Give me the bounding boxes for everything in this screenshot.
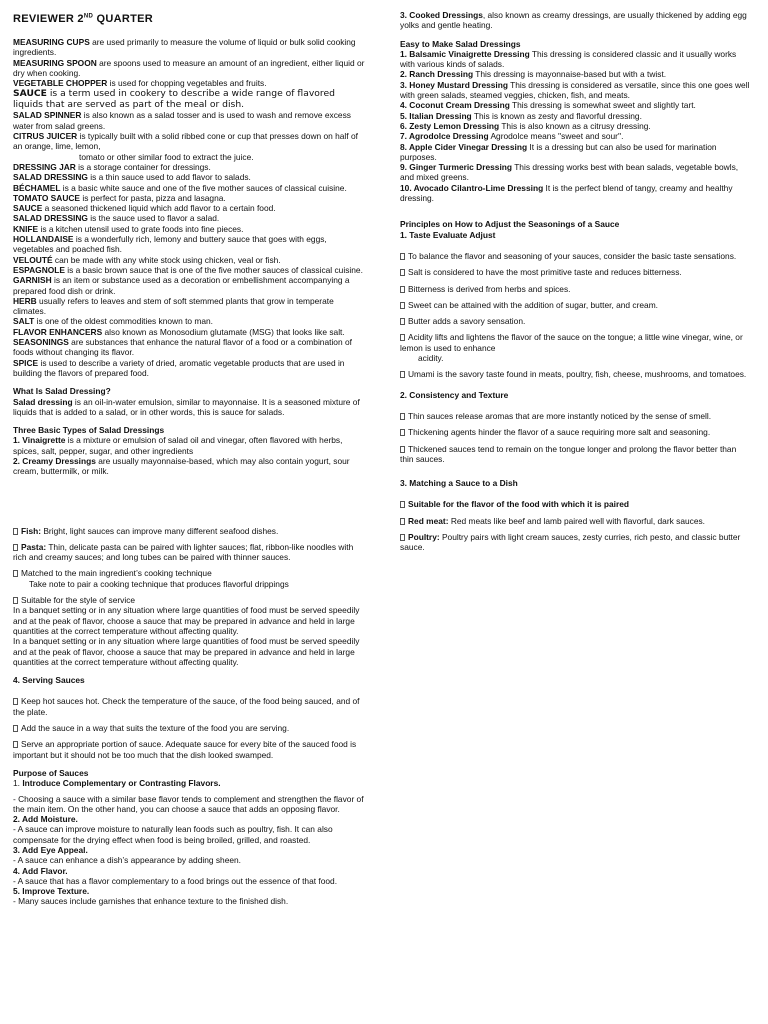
glossary-definition: is an item or substance used as a decoration or embellishment accompanying a prepared food dish or drink.	[13, 275, 350, 296]
taste-heading: 1. Taste Evaluate Adjust	[400, 229, 496, 240]
easy-item	[400, 121, 750, 131]
glossary-term: ESPAGNOLE	[13, 264, 65, 275]
glossary-entry	[13, 316, 365, 326]
glossary-definition: a seasoned thickened liquid which add flavor to a certain food.	[42, 203, 276, 214]
type-item	[13, 435, 365, 456]
glossary-definition: are used primarily to measure the volume of liquid or bulk solid cooking ingredients.	[13, 37, 356, 58]
type-term: 3. Cooked Dressings	[400, 10, 483, 20]
bullet-box-icon	[400, 518, 405, 525]
glossary-definition: also known as Monosodium glutamate (MSG) that looks like salt.	[102, 326, 345, 337]
acidity-tail: acidity.	[418, 353, 444, 364]
bullet-text: Acidity lifts and lightens the flavor of the sauce on the tongue; a little wine vinegar, wine, or lemon is used to enhance	[400, 332, 743, 353]
easy-def: This is known as zesty and flavorful dressing.	[471, 110, 642, 121]
bullet-fish	[13, 526, 365, 536]
purpose-title	[13, 886, 365, 896]
glossary-entry	[13, 152, 365, 162]
glossary-term: SAUCE	[13, 88, 47, 100]
purpose-title	[13, 814, 365, 824]
banquet-paragraph: In a banquet setting or in any situation where large quantities of food must be served speedily and at the peak of flavor, choose a sauce that may be prepared in advance and held in large quantities at the correct temperature without affecting quality.	[13, 605, 360, 636]
purpose-title-text: 5. Improve Texture.	[13, 886, 90, 897]
bullet-text: Suitable for the style of service	[21, 595, 136, 606]
title-superscript: ND	[83, 13, 94, 20]
purpose-title-text: 3. Add Eye Appeal.	[13, 845, 88, 855]
purpose-body: - Choosing a sauce with a similar base flavor tends to complement and strengthen the flavor of the main item. On the other hand, you can choose a sauce that adds an opposing flavor.	[13, 793, 364, 814]
bullet-text: Thickening agents hinder the flavor of a sauce requiring more salt and seasoning.	[408, 427, 711, 438]
glossary-definition: is a wonderfully rich, lemony and buttery sauce that goes with eggs, vegetables and poached fish.	[13, 234, 327, 255]
easy-term: 3. Honey Mustard Dressing	[400, 79, 508, 90]
page-title	[13, 12, 365, 26]
type-def: is a mixture or emulsion of salad oil and vinegar, often flavored with herbs, spices, salt, pepper, sugar, and other ingredients	[13, 435, 343, 456]
glossary-definition: are spoons used to measure an amount of an ingredient, either liquid or dry when cooking.	[13, 57, 365, 78]
glossary-definition: tomato or other similar food to extract the juice.	[79, 151, 254, 162]
bullet-box-icon	[13, 597, 18, 604]
glossary-term: FLAVOR ENHANCERS	[13, 326, 103, 337]
bullet-text: Umami is the savory taste found in meats, poultry, fish, cheese, mushrooms, and tomatoes.	[408, 369, 747, 380]
easy-term: 5. Italian Dressing	[400, 110, 472, 121]
right-column	[400, 10, 750, 553]
glossary-term: KNIFE	[13, 223, 39, 234]
glossary-entry	[13, 337, 365, 358]
glossary-term: DRESSING JAR	[13, 161, 76, 172]
glossary-entry	[13, 37, 365, 58]
serving-bullet	[13, 723, 365, 733]
cooked-dressings	[400, 10, 750, 31]
glossary-term: SAUCE	[13, 203, 43, 214]
salad-heading: What Is Salad Dressing?	[13, 386, 111, 397]
consistency-heading: 2. Consistency and Texture	[400, 389, 509, 400]
glossary-term: SALAD DRESSING	[13, 172, 88, 183]
glossary-term: BÉCHAMEL	[13, 182, 61, 193]
purpose-body: - A sauce that has a flavor complementary to a food brings out the essence of that food.	[13, 875, 338, 886]
glossary-entry	[13, 183, 365, 193]
glossary-entry	[13, 131, 365, 152]
bullet-box-icon	[400, 334, 405, 341]
bullet-box-icon	[13, 570, 18, 577]
type-term: 1. Vinaigrette	[13, 435, 66, 446]
glossary-definition: is a thin sauce used to add flavor to salads.	[87, 172, 251, 183]
easy-item	[400, 49, 750, 70]
serving-bullet	[13, 696, 365, 717]
matching-sub	[400, 499, 750, 509]
bullet-text: Serve an appropriate portion of sauce. Adequate sauce for every bite of the sauced food is important but it should not be too much that the dish looked swamped.	[13, 739, 357, 760]
glossary-definition: is used for chopping vegetables and fruits.	[107, 78, 267, 89]
glossary-definition: usually refers to leaves and stem of soft stemmed plants that grow in temperate climates.	[13, 295, 334, 317]
taste-bullet	[400, 316, 750, 326]
glossary-entry	[13, 110, 365, 131]
easy-term: 4. Coconut Cream Dressing	[400, 100, 510, 111]
glossary-term: VEGETABLE CHOPPER	[13, 78, 108, 89]
glossary-term: MEASURING SPOON	[13, 57, 97, 68]
bullet-text: Thin sauces release aromas that are more instantly noticed by the sense of smell.	[408, 410, 712, 421]
easy-def: This dressing is somewhat sweet and slightly tart.	[509, 100, 696, 111]
glossary-definition: is perfect for pasta, pizza and lasagna.	[80, 192, 226, 203]
types-heading: Three Basic Types of Salad Dressings	[13, 425, 165, 436]
bullet-text: Suitable for the flavor of the food with which it is paired	[408, 499, 630, 510]
bullet-text: Thin, delicate pasta can be paired with lighter sauces; flat, ribbon-like noodles with rich and creamy sauces; and long tubes can be paired with thinner sauces.	[13, 541, 354, 563]
glossary-definition: is typically built with a solid ribbed cone or cup that presses down on half of an orange, lime, lemon,	[13, 131, 358, 152]
easy-term: 7. Agrodolce Dressing	[400, 131, 489, 142]
bullet-poultry	[400, 532, 750, 553]
consistency-bullet	[400, 427, 750, 437]
easy-item	[400, 69, 750, 79]
easy-def: It is the perfect blend of tangy, creamy and healthy dressing.	[400, 182, 733, 204]
glossary-definition: is also known as a salad tosser and is used to wash and remove excess water from salad greens.	[13, 110, 351, 131]
bullet-box-icon	[13, 741, 18, 748]
purpose-title-text: 2. Add Moisture.	[13, 814, 78, 825]
consistency-bullet	[400, 411, 750, 421]
type-item	[13, 456, 365, 477]
easy-item	[400, 131, 750, 141]
bullet-pasta	[13, 542, 365, 563]
easy-item	[400, 142, 750, 163]
glossary-entry	[13, 162, 365, 172]
banquet-paragraph: In a banquet setting or in any situation where large quantities of food must be served speedily and at the peak of flavor, choose a sauce that may be prepared in advance and held in large quantities at the correct temperature without affecting quality.	[13, 636, 360, 667]
taste-bullet	[400, 284, 750, 294]
purpose-title: Introduce Complementary or Contrasting Flavors.	[22, 778, 221, 789]
easy-item	[400, 162, 750, 183]
glossary-entry	[13, 265, 365, 275]
glossary-entry	[13, 213, 365, 223]
serving-heading: 4. Serving Sauces	[13, 675, 85, 686]
consistency-bullet	[400, 444, 750, 465]
type-def: are usually mayonnaise-based, which may also contain yogurt, sour cream, buttermilk, or milk.	[13, 455, 350, 477]
easy-item	[400, 100, 750, 110]
bullet-text: Salt is considered to have the most primitive taste and reduces bitterness.	[408, 267, 682, 278]
title-text: REVIEWER 2	[13, 13, 84, 25]
glossary-entry	[13, 172, 365, 182]
salad-def: is an oil-in-water emulsion, similar to mayonnaise. It is a seasoned mixture of liquids that is added to a salad, or in other words, this is sauce for salads.	[13, 396, 360, 417]
glossary-term: SPICE	[13, 357, 39, 368]
bullet-text: Poultry pairs with light cream sauces, zesty curries, rich pesto, and classic butter sauce.	[400, 531, 741, 553]
salad-term: Salad dressing	[13, 396, 73, 407]
bullet-box-icon	[400, 318, 405, 325]
bullet-term: Red meat:	[408, 515, 449, 526]
type-term: 2. Creamy Dressings	[13, 455, 96, 466]
easy-term: 9. Ginger Turmeric Dressing	[400, 162, 513, 173]
bullet-text: Keep hot sauces hot. Check the temperature of the sauce, of the food being sauced, and of the plate.	[13, 696, 360, 717]
glossary-definition: is the sauce used to flavor a salad.	[87, 213, 220, 224]
bullet-box-icon	[400, 534, 405, 541]
glossary-entry	[13, 255, 365, 265]
easy-def: It is a dressing but can also be used for marination purposes.	[400, 141, 717, 162]
bullet-text: Matched to the main ingredient’s cooking technique	[21, 568, 212, 579]
purpose-heading: Purpose of Sauces	[13, 767, 89, 778]
taste-bullet	[400, 267, 750, 277]
bullet-red-meat	[400, 516, 750, 526]
glossary-term: SALT	[13, 316, 35, 327]
purpose-body: - A sauce can improve moisture to naturally lean foods such as poultry, fish. It can also compensate for the drying effect when food is being broiled, grilled, and roasted.	[13, 824, 333, 845]
serving-bullet	[13, 739, 365, 760]
type-def: , also known as creamy dressings, are usually thickened by adding egg yolks and gentle heating.	[400, 10, 747, 31]
bullet-term: Poultry:	[408, 531, 440, 542]
glossary-term: GARNISH	[13, 275, 52, 286]
easy-item	[400, 183, 750, 204]
glossary-term: SEASONINGS	[13, 337, 69, 348]
bullet-term: Pasta:	[21, 541, 47, 552]
easy-def: This dressing is considered as versatile, since this one goes well with green salads, steamed veggies, chicken, fish, and meats.	[400, 79, 750, 101]
bullet-text: Red meats like beef and lamb paired well with flavorful, dark sauces.	[448, 515, 705, 526]
glossary	[13, 37, 365, 378]
bullet-box-icon	[400, 253, 405, 260]
glossary-entry	[13, 358, 365, 379]
glossary-entry	[13, 327, 365, 337]
bullet-text: Bright, light sauces can improve many different seafood dishes.	[41, 525, 279, 536]
bullet-text: Thickened sauces tend to remain on the tongue longer and prolong the flavor better than thin sauces.	[400, 443, 737, 464]
principles-heading: Principles on How to Adjust the Seasonings of a Sauce	[400, 219, 620, 230]
easy-item	[400, 111, 750, 121]
bullet-service	[13, 595, 365, 605]
glossary-definition: is a storage container for dressings.	[75, 161, 211, 172]
easy-heading: Easy to Make Salad Dressings	[400, 38, 521, 49]
bullet-text: Butter adds a savory sensation.	[408, 316, 526, 327]
easy-def: This dressing is mayonnaise-based but with a twist.	[473, 69, 667, 80]
bullet-text: Bitterness is derived from herbs and spices.	[408, 283, 571, 294]
bullet-text: Sweet can be attained with the addition of sugar, butter, and cream.	[408, 299, 659, 310]
technique-note: Take note to pair a cooking technique that produces flavorful drippings	[29, 578, 289, 589]
easy-def: This dressing works best with bean salads, vegetable bowls, and mixed greens.	[400, 162, 739, 183]
glossary-definition: can be made with any white stock using chicken, veal or fish.	[52, 254, 281, 265]
easy-item	[400, 80, 750, 101]
left-column	[13, 10, 365, 907]
bullet-box-icon	[400, 429, 405, 436]
easy-def: This is also known as a citrusy dressing.	[499, 120, 651, 131]
glossary-entry	[13, 234, 365, 255]
salad-definition	[13, 397, 365, 418]
glossary-definition: is a kitchen utensil used to grate foods into fine pieces.	[38, 223, 244, 234]
purpose-body: - Many sauces include garnishes that enhance texture to the finished dish.	[13, 896, 289, 907]
glossary-term: VELOUTÉ	[13, 254, 53, 265]
easy-term: 1. Balsamic Vinaigrette Dressing	[400, 48, 530, 59]
glossary-entry	[13, 203, 365, 213]
glossary-definition: are substances that enhance the natural flavor of a food or a combination of foods without changing its flavor.	[13, 337, 352, 358]
purpose-title	[13, 866, 365, 876]
glossary-entry	[13, 224, 365, 234]
glossary-entry	[13, 193, 365, 203]
bullet-box-icon	[400, 269, 405, 276]
glossary-entry	[13, 58, 365, 79]
glossary-term: HOLLANDAISE	[13, 234, 74, 245]
bullet-technique	[13, 568, 365, 578]
purpose-number: 1.	[13, 778, 23, 789]
easy-def: This dressing is considered classic and it usually works with various kinds of salads.	[400, 48, 737, 70]
easy-term: 8. Apple Cider Vinegar Dressing	[400, 141, 528, 152]
purpose-body: - A sauce can enhance a dish’s appearance by adding sheen.	[13, 855, 242, 866]
easy-term: 10. Avocado Cilantro-Lime Dressing	[400, 182, 544, 193]
purpose-title-text: 4. Add Flavor.	[13, 865, 68, 876]
taste-bullet	[400, 369, 750, 379]
bullet-box-icon	[13, 725, 18, 732]
glossary-definition: is a basic white sauce and one of the five mother sauces of classical cuisine.	[60, 182, 347, 193]
glossary-term: HERB	[13, 295, 37, 306]
glossary-entry	[13, 275, 365, 296]
glossary-definition: is one of the oldest commodities known to man.	[34, 316, 214, 327]
bullet-term: Fish:	[21, 525, 42, 536]
bullet-text: To balance the flavor and seasoning of your sauces, consider the basic taste sensations.	[408, 250, 737, 261]
glossary-definition: is used to describe a variety of dried, aromatic vegetable products that are used in building the flavors of prepared food.	[13, 357, 345, 378]
glossary-term: SALAD DRESSING	[13, 213, 88, 224]
glossary-definition: is a term used in cookery to describe a wide range of flavored liquids that are served as part of the meal or dish.	[13, 88, 335, 111]
bullet-box-icon	[13, 528, 18, 535]
glossary-definition: is a basic brown sauce that is one of the five mother sauces of classical cuisine.	[64, 264, 363, 275]
easy-term: 6. Zesty Lemon Dressing	[400, 120, 500, 131]
bullet-box-icon	[400, 501, 405, 508]
purpose-first-title	[13, 778, 365, 788]
bullet-box-icon	[13, 698, 18, 705]
taste-bullet	[400, 332, 750, 353]
bullet-box-icon	[400, 302, 405, 309]
bullet-box-icon	[400, 413, 405, 420]
glossary-term: SALAD SPINNER	[13, 110, 82, 121]
glossary-entry	[13, 296, 365, 317]
bullet-box-icon	[400, 286, 405, 293]
bullet-box-icon	[400, 446, 405, 453]
bullet-box-icon	[13, 544, 18, 551]
glossary-term: CITRUS JUICER	[13, 131, 78, 142]
taste-bullet	[400, 300, 750, 310]
title-tail: QUARTER	[93, 13, 153, 25]
easy-def: Agrodolce means ''sweet and sour''.	[488, 131, 624, 142]
easy-term: 2. Ranch Dressing	[400, 69, 474, 80]
matching-heading: 3. Matching a Sauce to a Dish	[400, 478, 518, 489]
bullet-box-icon	[400, 371, 405, 378]
glossary-term: TOMATO SAUCE	[13, 192, 81, 203]
bullet-text: Add the sauce in a way that suits the texture of the food you are serving.	[21, 723, 290, 734]
purpose-title	[13, 845, 365, 855]
glossary-term: MEASURING CUPS	[13, 37, 90, 47]
glossary-entry	[13, 78, 365, 88]
taste-bullet	[400, 251, 750, 261]
glossary-entry	[13, 88, 365, 110]
